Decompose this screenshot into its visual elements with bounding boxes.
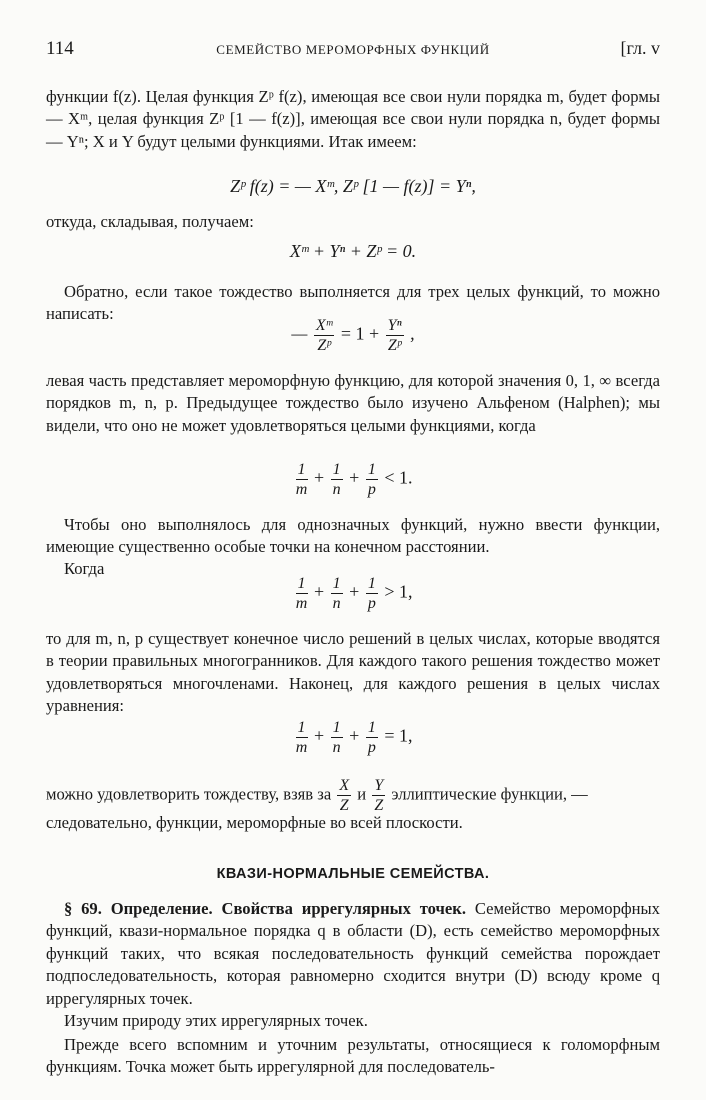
page-number: 114 bbox=[46, 38, 74, 59]
paragraph-3: Обратно, если такое тождество выполняется для трех целых функций, то можно написать: bbox=[46, 282, 660, 324]
paragraph-7-tail: эллиптические функции, — bbox=[391, 784, 588, 804]
paragraph-2: откуда, складывая, получаем: bbox=[46, 212, 254, 231]
eq3-middle: = 1 + bbox=[340, 323, 380, 344]
eq4-num-1: 1 bbox=[297, 461, 306, 478]
section-heading: КВАЗИ-НОРМАЛЬНЫЕ СЕМЕЙСТВА. bbox=[216, 866, 490, 882]
inline-fraction-x-over-z bbox=[337, 776, 351, 815]
eq3-comma: , bbox=[410, 323, 415, 344]
eq4-den-p: p bbox=[367, 481, 376, 498]
eq6-num-1: 1 bbox=[297, 719, 306, 736]
eq5-den-n: n bbox=[332, 595, 341, 612]
eq4-plus-2: + bbox=[349, 467, 360, 488]
eq5-num-1: 1 bbox=[297, 575, 306, 592]
eq6-fraction-n bbox=[331, 718, 343, 757]
eq5-fraction-m bbox=[296, 574, 308, 613]
eq6-fraction-p bbox=[366, 718, 378, 757]
paragraph-9: Изучим природу этих иррегулярных точек. bbox=[64, 1011, 368, 1030]
eq6-num-2: 1 bbox=[332, 719, 341, 736]
section-69-text: Семейство мероморфных функций, квази-нормальное порядка q в области (D), есть семейство мероморфных функций таких, что всякая последовательность функций семейства порождает подпоследовательность, которая равномерно сходится внутри (D) всюду кроме q иррегулярных точек. bbox=[46, 899, 660, 1008]
equation-2: Xᵐ + Yⁿ + Zᵖ = 0. bbox=[289, 241, 417, 261]
eq5-num-3: 1 bbox=[367, 575, 376, 592]
equation-4 bbox=[46, 460, 660, 499]
eq6-num-3: 1 bbox=[367, 719, 376, 736]
eq4-den-m: m bbox=[295, 481, 308, 498]
inline-x-den: Z bbox=[339, 797, 349, 814]
equation-6 bbox=[46, 718, 660, 757]
inline-fraction-y-over-z bbox=[372, 776, 385, 815]
eq4-num-2: 1 bbox=[332, 461, 341, 478]
eq3-fraction-1 bbox=[314, 316, 334, 355]
equation-3 bbox=[46, 316, 660, 355]
eq4-plus-1: + bbox=[314, 467, 325, 488]
running-header bbox=[46, 38, 660, 64]
eq5-relation: > 1, bbox=[384, 581, 413, 602]
paragraph-5b: Когда bbox=[64, 559, 105, 578]
paragraph-7b: следовательно, функции, мероморфные во всей плоскости. bbox=[46, 813, 463, 832]
eq6-den-m: m bbox=[295, 739, 308, 756]
equation-1: Zᵖ f(z) = — Xᵐ, Zᵖ [1 — f(z)] = Yⁿ, bbox=[230, 176, 476, 196]
eq4-relation: < 1. bbox=[384, 467, 413, 488]
section-69-title: § 69. Определение. Свойства иррегулярных точек. bbox=[64, 899, 466, 918]
eq6-den-n: n bbox=[332, 739, 341, 756]
paragraph-7-lead: можно удовлетворить тождеству, взяв за bbox=[46, 784, 332, 804]
eq5-fraction-n bbox=[331, 574, 343, 613]
section-69 bbox=[46, 898, 660, 1010]
paragraph-4: левая часть представляет мероморфную функцию, для которой значения 0, 1, ∞ всегда порядков m, n, p. Предыдущее тождество было изучено Альфеном (Halphen); мы видели, что оно не может удовлетворяться целыми функциями, когда bbox=[46, 371, 660, 435]
paragraph-5-text: Чтобы оно выполнялось для однозначных функций, нужно ввести функции, имеющие существенно особые точки на конечном расстоянии. bbox=[46, 515, 660, 557]
running-title: СЕМЕЙСТВО МЕРОМОРФНЫХ ФУНКЦИЙ bbox=[216, 42, 490, 57]
eq4-fraction-n bbox=[331, 460, 343, 499]
eq5-num-2: 1 bbox=[332, 575, 341, 592]
paragraph-6: то для m, n, p существует конечное число решений в целых числах, которые вводятся в теории правильных многогранников. Для каждого такого решения тождество может удовлетворяться многочленами. Наконец, для каждого решения в целых числах уравнения: bbox=[46, 629, 660, 716]
equation-5 bbox=[46, 574, 660, 613]
eq4-den-n: n bbox=[332, 481, 341, 498]
eq6-den-p: p bbox=[367, 739, 376, 756]
eq3-denominator-1: Zᵖ bbox=[317, 337, 331, 354]
eq6-plus-1: + bbox=[314, 725, 325, 746]
paragraph-7-and: и bbox=[357, 784, 367, 804]
eq3-denominator-2: Zᵖ bbox=[387, 337, 402, 354]
eq4-fraction-p bbox=[366, 460, 378, 499]
inline-y-den: Z bbox=[374, 797, 384, 814]
eq5-fraction-p bbox=[366, 574, 378, 613]
eq3-minus: — bbox=[291, 323, 308, 344]
chapter-marker: [гл. v bbox=[620, 38, 660, 58]
paragraph-5 bbox=[46, 514, 660, 559]
eq4-fraction-m bbox=[296, 460, 308, 499]
paragraph-10: Прежде всего вспомним и уточним результаты, относящиеся к голоморфным функциям. Точка может быть иррегулярной для последователь- bbox=[46, 1035, 660, 1077]
paragraph-1: функции f(z). Целая функция Zᵖ f(z), имеющая все свои нули порядка m, будет формы — Xᵐ, целая функция Zᵖ [1 — f(z)], имеющая все свои нули порядка n, будет формы — Yⁿ; X и Y будут целыми функциями. Итак имеем: bbox=[46, 87, 660, 151]
eq3-numerator-2: Yⁿ bbox=[387, 317, 402, 334]
eq6-fraction-m bbox=[296, 718, 308, 757]
paragraph-7 bbox=[46, 776, 660, 815]
eq3-numerator-1: Xᵐ bbox=[315, 317, 333, 334]
inline-y-num: Y bbox=[374, 777, 384, 794]
inline-x-num: X bbox=[339, 777, 350, 794]
eq5-den-m: m bbox=[295, 595, 308, 612]
eq6-relation: = 1, bbox=[384, 725, 413, 746]
eq4-num-3: 1 bbox=[367, 461, 376, 478]
eq5-plus-2: + bbox=[349, 581, 360, 602]
eq5-den-p: p bbox=[367, 595, 376, 612]
eq6-plus-2: + bbox=[349, 725, 360, 746]
eq3-fraction-2 bbox=[386, 316, 404, 355]
eq5-plus-1: + bbox=[314, 581, 325, 602]
